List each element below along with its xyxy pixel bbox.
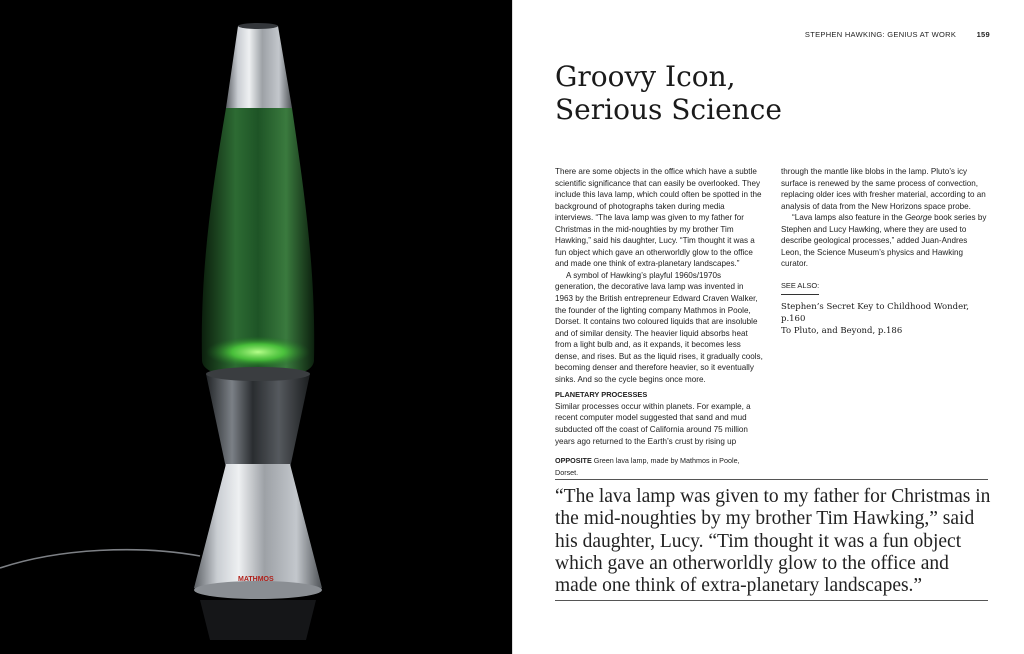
right-column (781, 166, 987, 337)
lamp-reflection (200, 600, 316, 640)
mathmos-logo: MATHMOS (238, 576, 274, 583)
body-paragraph-5 (781, 212, 987, 270)
pull-quote-line: his daughter, Lucy. “Tim thought it was a fun object (555, 530, 962, 552)
power-cable (0, 550, 200, 568)
running-head-title: STEPHEN HAWKING: GENIUS AT WORK (804, 30, 957, 39)
photo-caption (555, 455, 763, 478)
book-title-george: George (904, 213, 932, 223)
body-paragraph-4: through the mantle like blobs in the lamp. Pluto’s icy surface is renewed by the same process of convection, replacing older ices with fresher material, according to an analysis of data from the New Horizons space probe. (781, 167, 986, 211)
body-paragraph-3: Similar processes occur within planets. For example, a recent computer model suggested that sand and mud subducted off the coast of California around 75 million years ago returned to the Earth’s crust by rising up (555, 401, 751, 446)
subheading-planetary-processes: PLANETARY PROCESSES (555, 390, 648, 400)
see-also-label: SEE ALSO: (781, 280, 820, 290)
running-head (805, 30, 990, 39)
pull-quote (555, 486, 995, 597)
see-also-link-1[interactable]: Stephen’s Secret Key to Childhood Wonder, p.160 (781, 302, 969, 325)
left-column (555, 166, 763, 478)
pull-quote-line: the mid-noughties by my brother Tim Hawking,” said (555, 508, 975, 530)
lamp-glow (206, 336, 310, 368)
text-page (512, 0, 1024, 654)
quote-bottom-rule (555, 600, 988, 601)
body-paragraph-2: A symbol of Hawking’s playful 1960s/1970s generation, the decorative lava lamp was invented in 1963 by the British entrepreneur Edward Craven Walker, the founder of the lighting company Mathmos in Poole, Dorset. It contains two coloured liquids that are insoluble and of similar density. The heavier liquid absorbs heat from a light bulb and, as it expands, it becomes less dense, and rises. But as the liquid rises, it gradually cools, becoming denser and therefore heavier, so it eventually sinks. And so the cycle begins once more. (555, 270, 763, 384)
title-line-1: Groovy Icon, (555, 60, 736, 93)
page-title (555, 60, 782, 126)
page-number: 159 (976, 30, 990, 39)
pull-quote-line: made one think of extra-planetary landscapes.” (555, 575, 923, 597)
caption-label: OPPOSITE (555, 456, 592, 466)
paragraph-5-start: “Lava lamps also feature in the (792, 213, 905, 223)
pull-quote-line: “The lava lamp was given to my father for Christmas in (555, 486, 991, 507)
body-paragraph-1: There are some objects in the office which have a subtle scientific significance that can easily be overlooked. They include this lava lamp, which could often be spotted in the background of photographs taken during media interviews. “The lava lamp was given to my father for Christmas in the mid-noughties by my brother Tim Hawking,” said his daughter, Lucy. “Tim thought it was a fun object which gave an otherworldly glow to the office and made one think of extra-planetary landscapes.” (555, 167, 762, 269)
caption-text: Green lava lamp, made by Mathmos in Poole, Dorset. (555, 456, 740, 477)
see-also-link-2[interactable]: To Pluto, and Beyond, p.186 (781, 326, 903, 337)
title-line-2: Serious Science (555, 93, 782, 126)
paragraph-5-end: book series by Stephen and Lucy Hawking, where they are used to describe geological processes,” added Juan-Andres Leon, the Science Museum’s physics and Hawking curator. (781, 213, 987, 269)
pull-quote-line: which gave an otherworldly glow to the office and (555, 552, 949, 574)
lamp-base-upper (206, 374, 310, 468)
quote-top-rule (555, 479, 988, 480)
lamp-cap (226, 26, 292, 108)
see-also-divider (781, 294, 819, 295)
